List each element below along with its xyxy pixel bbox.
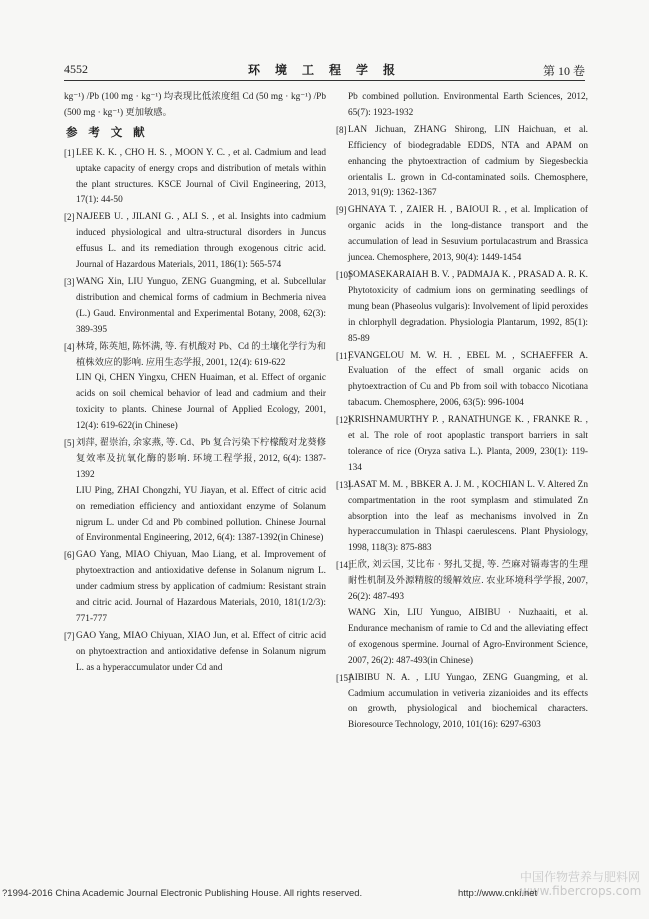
reference-number: [12] — [336, 415, 351, 426]
reference-text: 王欣, 刘云国, 艾比布 · 努扎艾提, 等. 苎麻对镉毒害的生理耐性机制及外源精胺的缓解效应. 农业环境科学学报, 2007, 26(2): 487-493 WANG Xin, LIU Yunguo, AIBIBU · Nuzhaaiti, et al. Endurance mechanism of ramie to Cd and the alleviating effect of exogenous spermine. Journal of Agro-Environment Science, 2007, 26(2): 487-493(in Chinese) — [348, 560, 588, 666]
reference-text: AIBIBU N. A. , LIU Yungao, ZENG Guangming, et al. Cadmium accumulation in vetiveria zizanioides and its effects on growth, physiological and biochemical characters. Bioresource Technology, 2010, 101(16): 6297-6303 — [348, 672, 588, 731]
references-heading: 参 考 文 献 — [66, 126, 149, 139]
reference-text: LAN Jichuan, ZHANG Shirong, LIN Haichuan, et al. Efficiency of biodegradable EDDS, NTA and APAM on enhancing the phytoextraction of cadmium by Siegesbeckia orientalis L. grown in Cd-contaminated soils. Chemosphere, 2013, 91(9): 1362-1367 — [348, 124, 588, 199]
reference-item — [64, 629, 326, 677]
reference-text: SOMASEKARAIAH B. V. , PADMAJA K. , PRASAD A. R. K. Phytotoxicity of cadmium ions on germinating seedlings of mung bean (Phaseolus vulgaris): Involvement of lipid peroxides in chlorphyll degradation. Physiologia Plantarum, 1992, 85(1): 85-89 — [348, 269, 588, 344]
left-reference-list — [64, 146, 326, 677]
reference-item — [336, 203, 588, 267]
reference-item — [336, 90, 588, 122]
reference-number: [5] — [64, 438, 75, 449]
reference-text: EVANGELOU M. W. H. , EBEL M. , SCHAEFFER A. Evaluation of the effect of small organic acids on phytoextraction of Cu and Pb from soil with tobacco Nicotiana tabacum. Chemosphere, 2006, 63(5): 996-1004 — [348, 350, 588, 409]
intro-text: kg⁻¹) /Pb (100 mg · kg⁻¹) 均表现比低浓度组 Cd (50 mg · kg⁻¹) /Pb (500 mg · kg⁻¹) 更加敏感。 — [64, 92, 326, 118]
reference-item — [336, 268, 588, 348]
reference-item — [64, 340, 326, 435]
copyright-text: ?1994-2016 China Academic Journal Electronic Publishing House. All rights reserved. — [2, 888, 363, 899]
watermark-line1: 中国作物营养与肥料网 — [520, 870, 641, 884]
reference-item — [64, 548, 326, 628]
reference-number: [13] — [336, 479, 351, 490]
reference-item — [64, 210, 326, 274]
reference-number: [15] — [336, 672, 351, 683]
reference-number: [7] — [64, 630, 75, 641]
right-column — [336, 90, 588, 735]
reference-text: 刘萍, 翟崇治, 余家燕, 等. Cd、Pb 复合污染下柠檬酸对龙葵修复效率及抗氧化酶的影响. 环境工程学报, 2012, 6(4): 1387-1392 LIU Ping, ZHAI Chongzhi, YU Jiayan, et al. Effect of citric acid on remediation efficiency and antioxidant enzyme of Solanum nigrum L. under Cd and Pb combined pollution. Chinese Journal of Environmental Engineering, 2012, 6(4): 1387-1392(in Chinese) — [76, 438, 326, 544]
volume-label: 第 10 卷 — [542, 64, 585, 78]
journal-title: 环 境 工 程 学 报 — [247, 63, 401, 77]
reference-text: WANG Xin, LIU Yunguo, ZENG Guangming, et al. Subcellular distribution and chemical forms of cadmium in Bechmeria nivea (L.) Gaud. Environmental and Experimental Botany, 2008, 62(3): 389-395 — [76, 276, 326, 335]
reference-text: GHNAYA T. , ZAIER H. , BAIOUI R. , et al. Implication of organic acids in the long-distance transport and the accumulation of lead in Sesuvium portulacastrum and Brassica juncea. Chemosphere, 2013, 90(4): 1449-1454 — [348, 205, 588, 264]
reference-text: LASAT M. M. , BBKER A. J. M. , KOCHIAN L. V. Altered Zn compartmentation in the root symplasm and stimulated Zn absorption into the leaf as mechanisms involved in Zn hyperaccumulation in Thlaspi caerulescens. Plant Physiology, 1998, 118(3): 875-883 — [348, 479, 588, 554]
reference-number: [8] — [336, 124, 347, 135]
reference-text: 林琦, 陈英旭, 陈怀满, 等. 有机酸对 Pb、Cd 的土壤化学行为和植株效应的影响. 应用生态学报, 2001, 12(4): 619-622 LIN Qi, CHEN Yingxu, CHEN Huaiman, et al. Effect of organic acids on soil chemical behavior of lead and cadmium and their toxicity to plants. Chinese Journal of Applied Ecology, 2001, 12(4): 619-622(in Chinese) — [76, 341, 326, 432]
reference-item — [64, 275, 326, 339]
reference-number: [11] — [336, 350, 351, 361]
watermark-line2: www.fibercrops.com — [520, 884, 642, 898]
reference-number: [10] — [336, 269, 351, 280]
reference-item — [336, 478, 588, 558]
reference-number: [3] — [64, 276, 75, 287]
header-rule — [64, 80, 585, 81]
reference-number: [6] — [64, 550, 75, 561]
page-header — [64, 58, 585, 80]
right-reference-list — [336, 90, 588, 734]
reference-text: GAO Yang, MIAO Chiyuan, XIAO Jun, et al. Effect of citric acid on phytoextraction and antioxidative defense in Solanum nigrum L. as a hyperaccumulator under Cd and — [76, 630, 326, 673]
reference-item — [336, 123, 588, 203]
reference-item — [64, 436, 326, 547]
reference-item — [336, 558, 588, 669]
reference-text: KRISHNAMURTHY P. , RANATHUNGE K. , FRANKE R. , et al. The role of root apoplastic transport barriers in salt tolerance of rice (Oryza sativa L.). Planta, 2009, 230(1): 119-134 — [348, 415, 588, 473]
reference-item — [336, 413, 588, 477]
reference-text: NAJEEB U. , JILANI G. , ALI S. , et al. Insights into cadmium induced physiological and ultra-structural disorders in Juncus effusus L. and its remediation through exogenous citric acid. Journal of Hazardous Materials, 2011, 186(1): 565-574 — [76, 212, 326, 271]
reference-item — [336, 349, 588, 413]
cnki-link[interactable]: http://www.cnki.net — [458, 888, 538, 899]
reference-number: [1] — [64, 147, 75, 158]
page-number: 4552 — [64, 62, 88, 76]
reference-number: [4] — [64, 341, 75, 352]
page-footer — [0, 886, 649, 906]
reference-number: [2] — [64, 212, 75, 223]
left-column — [64, 90, 326, 678]
reference-item — [64, 146, 326, 210]
reference-text: GAO Yang, MIAO Chiyuan, Mao Liang, et al. Improvement of phytoextraction and antioxidative defense in Solanum nigrum L. under cadmium stress by application of cadmium: Resistant strain and citric acid. Journal of Hazardous Materials, 2010, 181(1/2/3): 771-777 — [76, 550, 326, 624]
reference-text: Pb combined pollution. Environmental Earth Sciences, 2012, 65(7): 1923-1932 — [348, 92, 588, 118]
reference-text: LEE K. K. , CHO H. S. , MOON Y. C. , et al. Cadmium and lead uptake capacity of energy crops and distribution of metals within the plant structures. KSCE Journal of Civil Engineering, 2013, 17(1): 44-50 — [76, 147, 326, 206]
reference-item — [336, 671, 588, 735]
reference-number: [9] — [336, 205, 347, 216]
reference-number: [14] — [336, 560, 351, 571]
